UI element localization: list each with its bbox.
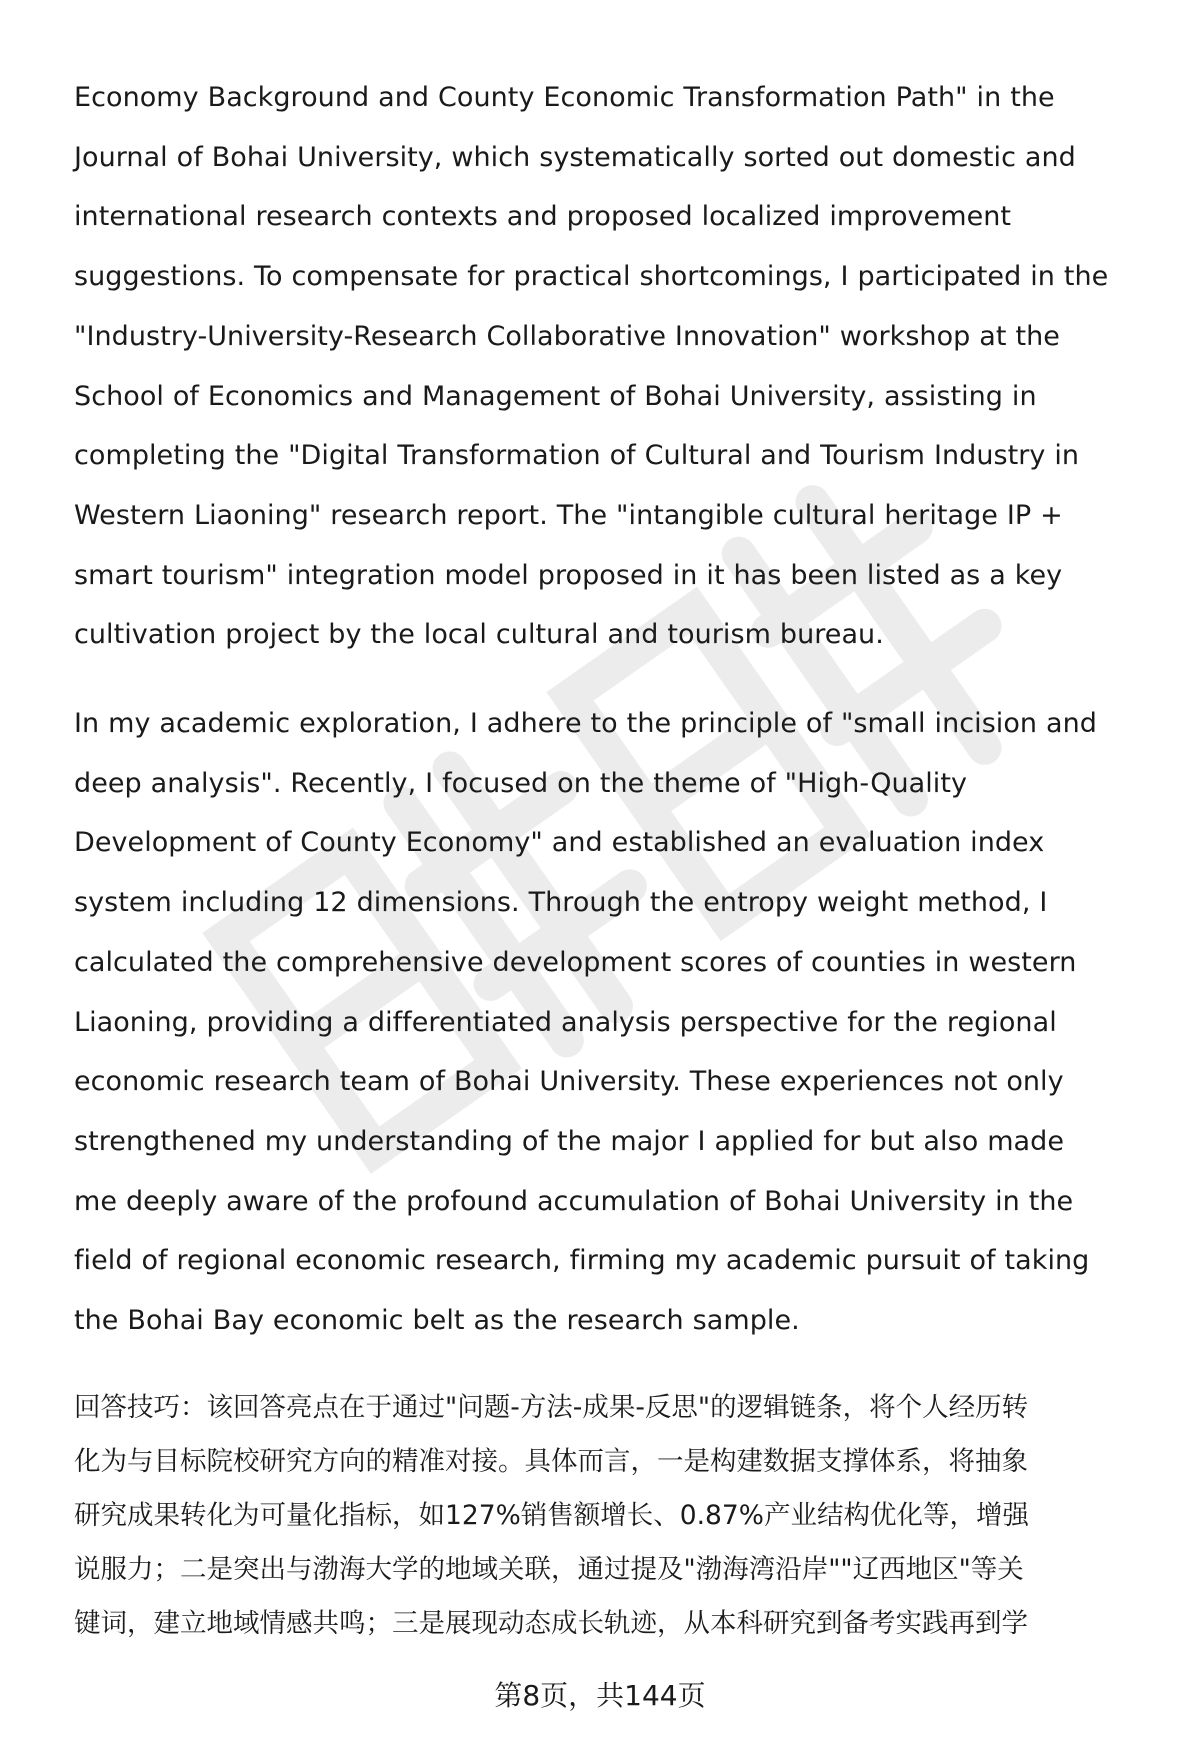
text-line: 回答技巧：该回答亮点在于通过"问题-方法-成果-反思"的逻辑链条，将个人经历转 — [74, 1391, 1029, 1423]
text-line: Journal of Bohai University, which systematically sorted out domestic and — [74, 141, 1076, 173]
text-line: "Industry-University-Research Collaborative Innovation" workshop at the — [74, 320, 1060, 352]
text-line: Liaoning, providing a differentiated analysis perspective for the regional — [74, 1006, 1057, 1038]
text-line: deep analysis". Recently, I focused on the theme of "High-Quality — [74, 767, 968, 799]
document-body — [74, 68, 1164, 1651]
text-line: 化为与目标院校研究方向的精准对接。具体而言，一是构建数据支撑体系，将抽象 — [74, 1445, 1028, 1477]
text-line: Development of County Economy" and established an evaluation index — [74, 827, 1045, 859]
text-line: Economy Background and County Economic Transformation Path" in the — [74, 82, 1055, 113]
text-line: calculated the comprehensive development scores of counties in western — [74, 946, 1077, 978]
answer-tips-paragraph — [74, 1381, 1164, 1651]
paragraph-spacer — [74, 665, 1164, 694]
text-line: strengthened my understanding of the major I applied for but also made — [74, 1125, 1064, 1157]
page-number-footer: 第8页，共144页 — [494, 1679, 706, 1712]
paragraph-spacer — [74, 1351, 1164, 1381]
text-line: 说服力；二是突出与渤海大学的地域关联，通过提及"渤海湾沿岸""辽西地区"等关 — [74, 1553, 1024, 1585]
text-line: system including 12 dimensions. Through the entropy weight method, I — [74, 887, 1048, 919]
text-line: smart tourism" integration model proposed in it has been listed as a key — [74, 559, 1063, 591]
text-line: field of regional economic research, firming my academic pursuit of taking — [74, 1245, 1090, 1277]
text-line: Western Liaoning" research report. The "intangible cultural heritage IP + — [74, 499, 1063, 531]
text-line: international research contexts and proposed localized improvement — [74, 201, 1012, 233]
text-line: completing the "Digital Transformation of Cultural and Tourism Industry in — [74, 440, 1080, 472]
text-line: economic research team of Bohai University. These experiences not only — [74, 1066, 1064, 1098]
paragraph-1 — [74, 68, 1164, 665]
text-line: 键词，建立地域情感共鸣；三是展现动态成长轨迹，从本科研究到备考实践再到学 — [74, 1607, 1028, 1639]
text-line: me deeply aware of the profound accumulation of Bohai University in the — [74, 1185, 1074, 1217]
text-line: cultivation project by the local cultural and tourism bureau. — [74, 619, 884, 651]
text-line: School of Economics and Management of Bohai University, assisting in — [74, 380, 1037, 412]
text-line: suggestions. To compensate for practical shortcomings, I participated in the — [74, 261, 1109, 293]
paragraph-2 — [74, 694, 1164, 1351]
text-line: 研究成果转化为可量化指标，如127%销售额增长、0.87%产业结构优化等，增强 — [74, 1499, 1029, 1531]
text-line: In my academic exploration, I adhere to the principle of "small incision and — [74, 708, 1097, 740]
text-line: the Bohai Bay economic belt as the research sample. — [74, 1305, 800, 1337]
